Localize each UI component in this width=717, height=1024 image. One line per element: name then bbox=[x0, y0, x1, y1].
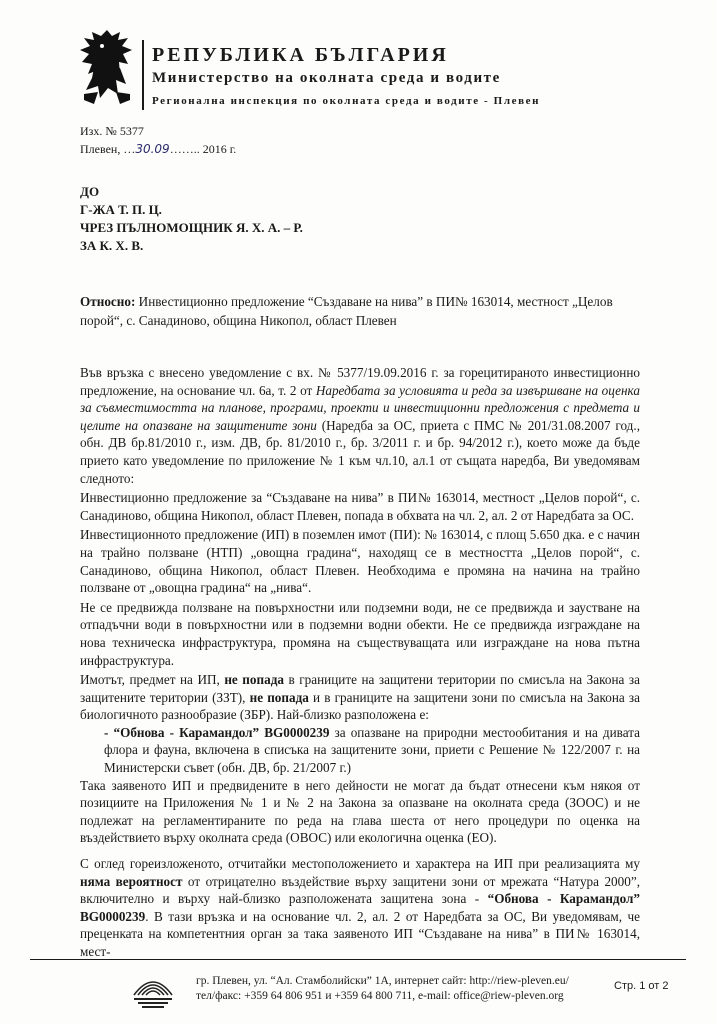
footer-contact bbox=[196, 974, 616, 1004]
p1-text-a: Във връзка с внесено уведомление с вх. № 5377/19.09.2016 г. за горецитираното инвестиционно предложение, на основание чл. 6а, т. 2 от bbox=[80, 365, 640, 398]
subject-text: Инвестиционно предложение “Създаване на нива” в ПИ№ 163014, местност „Целов порой“, с. Санадиново, община Никопол, област Плевен bbox=[80, 294, 613, 328]
header-ministry: Министерство на околната среда и водите bbox=[152, 70, 501, 86]
p1-regulation-title: Наредбата за условията и реда за извършване на оценка за съвместимостта на планове, програми, проекти и инвестиционни предложения с предмета и целите на опазване на защитените зони bbox=[80, 382, 640, 433]
p8-bold-1: няма вероятност bbox=[80, 873, 183, 889]
reference-date bbox=[80, 142, 236, 157]
paragraph-4: Не се предвижда ползване на повърхностни или подземни води, не се предвижда и заустване на отпадъчни води в повърхностни или в подземни водни обекти. Не се предвижда изграждане на нова техническа инфраструктура, промяна на съществуващата или изграждане на нова пътна инфраструктура. bbox=[80, 599, 640, 668]
p6-text: за опазване на природни местообитания и на дивата флора и фауна, включена в списъка на защитените зони, приети с Решение № 122/2007 г. на Министерски съвет (обн. ДВ, бр. 21/2007 г.) bbox=[104, 724, 640, 776]
p8-text-c: . В тази връзка и на основание чл. 2, ал. 2 от Наредбата за ОС, Ви уведомявам, че преценката на компетентния орган за така заявеното ИП “Създаване на нива” в ПИ№ 163014, мест- bbox=[80, 908, 640, 959]
paragraph-8 bbox=[80, 855, 640, 961]
footer-address: гр. Плевен, ул. “Ал. Стамболийски” 1А, интернет сайт: http://riew-pleven.eu/ bbox=[196, 975, 569, 987]
addressee-for: ЗА К. Х. В. bbox=[80, 238, 144, 253]
p6-zone-name: - “Обнова - Карамандол” BG0000239 bbox=[104, 724, 330, 740]
p8-text-a: С оглед гореизложеното, отчитайки местоположението и характера на ИП при реализацията му bbox=[80, 856, 640, 872]
subject-label: Относно: bbox=[80, 294, 136, 309]
paragraph-3: Инвестиционното предложение (ИП) в поземлен имот (ПИ): № 163014, с площ 5.650 дка. е с начин на трайно ползване (НТП) „овощна градина“, находящ се в местността „Целов порой“, с. Санадиново, община Никопол, област Плевен. Необходима е промяна на начина на трайно ползване от „овощна градина“ на „нива“. bbox=[80, 527, 640, 596]
addressee-name: Г-ЖА Т. П. Ц. bbox=[80, 202, 162, 217]
paragraph-1 bbox=[80, 364, 640, 487]
p5-text-b: в границите на защитени територии по смисъла на Закона за защитените територии (ЗЗТ), bbox=[80, 672, 640, 705]
subject bbox=[80, 292, 640, 330]
date-dots: …….. bbox=[169, 142, 200, 156]
paragraph-6 bbox=[80, 724, 640, 777]
header-divider bbox=[142, 40, 144, 110]
riosv-logo-icon bbox=[128, 965, 178, 1011]
p8-text-b: от отрицателно въздействие върху защитени зони от мрежата “Натура 2000”, включително и върху най-близко разположената защитена зона - bbox=[80, 873, 640, 907]
addressee-to: ДО bbox=[80, 184, 100, 199]
p5-text-a: Имотът, предмет на ИП, bbox=[80, 672, 225, 688]
p8-bold-2: “Обнова - Карамандол” BG0000239 bbox=[80, 891, 640, 924]
outgoing-number: Изх. № 5377 bbox=[80, 124, 144, 138]
p5-bold-1: не попада bbox=[224, 672, 284, 688]
paragraph-5 bbox=[80, 671, 640, 724]
p5-text-c: и в границите на защитени зони по смисъла на Закона за биологичното разнообразие (ЗБР). Най-близко разположена е: bbox=[80, 689, 640, 723]
reference-year: 2016 г. bbox=[202, 142, 237, 156]
page-number: Стр. 1 от 2 bbox=[614, 980, 669, 992]
header-inspection: Регионална инспекция по околната среда и водите - Плевен bbox=[152, 95, 541, 107]
footer-divider bbox=[30, 959, 686, 960]
addressee-proxy: ЧРЕЗ ПЪЛНОМОЩНИК Я. Х. А. – Р. bbox=[80, 220, 303, 235]
coat-of-arms-lion-icon bbox=[76, 28, 138, 108]
p5-bold-2: не попада bbox=[249, 689, 309, 705]
header-republic: РЕПУБЛИКА БЪЛГАРИЯ bbox=[152, 44, 449, 66]
paragraph-2: Инвестиционно предложение за “Създаване на нива” в ПИ№ 163014, местност „Целов порой“, с. Санадиново, община Никопол, област Плевен, попада в обхвата на чл. 2, ал. 2 от Наредбата за ОС. bbox=[80, 490, 640, 523]
p1-text-b: (Наредба за ОС, приета с ПМС № 201/31.08.2007 год., обн. ДВ бр.81/2010 г., изм. ДВ, бр. 81/2010 г., бр. 3/2011 г. и бр. 94/2012 г.), което може да бъде прието като уведомление по приложение № 1 към чл.10, ал.1 от същата наредба, Ви уведомявам следното: bbox=[80, 417, 640, 486]
reference-city: Плевен, … bbox=[80, 142, 136, 156]
handwritten-date: 30.09 bbox=[135, 142, 170, 156]
letter-body bbox=[80, 364, 640, 961]
footer-phone-email: тел/факс: +359 64 806 951 и +359 64 800 711, e-mail: office@riew-pleven.org bbox=[196, 990, 564, 1002]
paragraph-7: Така заявеното ИП и предвидените в него дейности не могат да бъдат отнесени към някоя от позициите на Приложения № 1 и № 2 на Закона за опазване на околната среда (ЗООС) и не подлежат на регламентираните по реда на глава шеста от него процедури по оценка на въздействието върху околната среда (ОВОС) или екологична оценка (ЕО). bbox=[80, 777, 640, 846]
